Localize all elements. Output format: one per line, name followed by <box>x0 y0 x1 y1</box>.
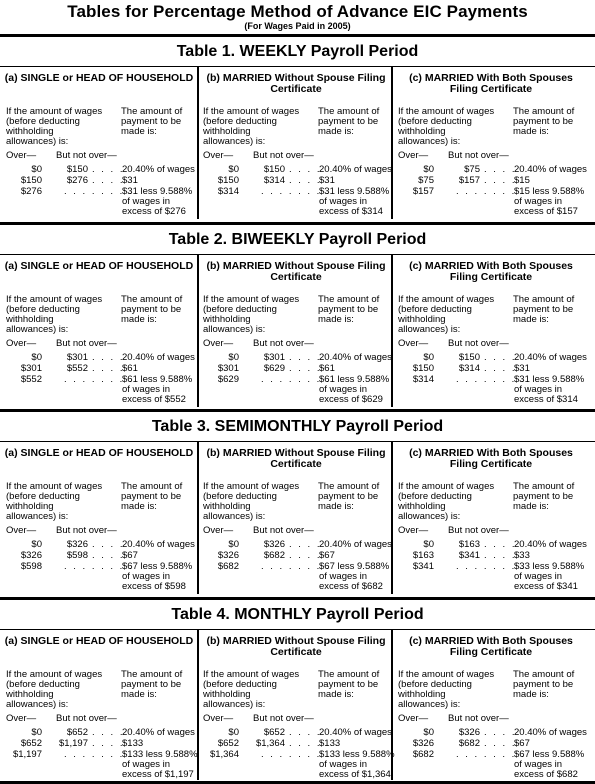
leader-dots: . . . . . . . . <box>261 561 331 572</box>
payment-amount: 20.40% of wages <box>122 352 195 363</box>
not-over-value: $326 <box>458 727 480 738</box>
payment-amount: $31 less 9.588% of wages in excess of $276 <box>122 186 193 217</box>
leader-dots: . . . . <box>289 539 322 550</box>
payment-amount: $133 <box>319 738 341 749</box>
table-column <box>201 448 391 594</box>
wages-condition-text: If the amount of wages (before deducting withholding allowances) is: <box>203 669 300 710</box>
over-value: $0 <box>423 164 434 175</box>
payment-amount: 20.40% of wages <box>514 352 587 363</box>
not-over-value: $341 <box>458 550 480 561</box>
payment-amount: $67 less 9.588% of wages in excess of $598 <box>122 561 193 592</box>
table-header-rule <box>0 441 595 442</box>
wages-condition-text: If the amount of wages (before deducting withholding allowances) is: <box>398 669 495 710</box>
leader-dots: . . . . . . . . <box>64 749 134 760</box>
not-over-label: But not over— <box>448 525 509 536</box>
leader-dots: . . . . <box>484 738 517 749</box>
leader-dots: . . . . <box>289 175 322 186</box>
payment-amount: 20.40% of wages <box>122 727 195 738</box>
payment-amount: $67 <box>122 550 138 561</box>
over-value: $0 <box>228 164 239 175</box>
over-value: $326 <box>412 738 434 749</box>
over-label: Over— <box>398 713 429 724</box>
payment-amount-text: The amount of payment to be made is: <box>121 481 183 512</box>
not-over-value: $301 <box>263 352 285 363</box>
over-value: $0 <box>423 727 434 738</box>
not-over-value: $652 <box>263 727 285 738</box>
over-value: $682 <box>217 561 239 572</box>
over-value: $157 <box>412 186 434 197</box>
payment-amount: $133 less 9.588% of wages in excess of $1,197 <box>122 749 198 780</box>
over-label: Over— <box>6 338 37 349</box>
table-column <box>201 73 391 219</box>
not-over-value: $1,197 <box>58 738 88 749</box>
document-subtitle: (For Wages Paid in 2005) <box>244 21 351 31</box>
column-heading: (a) SINGLE or HEAD OF HOUSEHOLD <box>4 447 194 459</box>
payment-amount: $31 <box>319 175 335 186</box>
table-column <box>4 635 198 782</box>
payment-amount: $133 less 9.588% of wages in excess of $1,364 <box>319 749 395 780</box>
over-value: $1,364 <box>209 749 239 760</box>
not-over-value: $629 <box>263 363 285 374</box>
not-over-label: But not over— <box>56 150 117 161</box>
leader-dots: . . . . <box>484 727 517 738</box>
not-over-value: $682 <box>458 738 480 749</box>
payment-amount: $31 <box>122 175 138 186</box>
leader-dots: . . . . <box>92 727 125 738</box>
payment-amount: $31 less 9.588% of wages in excess of $314 <box>514 374 585 405</box>
over-value: $1,197 <box>12 749 42 760</box>
over-label: Over— <box>6 150 37 161</box>
payment-amount: $15 <box>514 175 530 186</box>
not-over-value: $276 <box>66 175 88 186</box>
column-heading: (c) MARRIED With Both Spouses Filing Certificate <box>409 635 573 658</box>
leader-dots: . . . . . . . . <box>456 186 526 197</box>
payment-amount-text: The amount of payment to be made is: <box>318 294 380 325</box>
document-title: Tables for Percentage Method of Advance EIC Payments <box>67 2 528 21</box>
table-column <box>396 73 586 219</box>
wages-condition-text: If the amount of wages (before deducting withholding allowances) is: <box>6 481 103 522</box>
payment-amount: $31 less 9.588% of wages in excess of $314 <box>319 186 390 217</box>
leader-dots: . . . . <box>289 550 322 561</box>
not-over-value: $314 <box>263 175 285 186</box>
over-value: $629 <box>217 374 239 385</box>
over-value: $150 <box>20 175 42 186</box>
payment-amount-text: The amount of payment to be made is: <box>121 669 183 700</box>
over-value: $598 <box>20 561 42 572</box>
table-title: Table 4. MONTHLY Payroll Period <box>171 606 424 623</box>
not-over-value: $652 <box>66 727 88 738</box>
table-column <box>201 261 391 407</box>
not-over-value: $682 <box>263 550 285 561</box>
column-heading: (c) MARRIED With Both Spouses Filing Certificate <box>409 447 573 470</box>
leader-dots: . . . . . . . . <box>261 374 331 385</box>
over-value: $0 <box>31 539 42 550</box>
leader-dots: . . . . <box>484 164 517 175</box>
not-over-value: $157 <box>458 175 480 186</box>
payment-amount: $31 <box>514 363 530 374</box>
over-value: $150 <box>217 175 239 186</box>
payment-amount-text: The amount of payment to be made is: <box>318 481 380 512</box>
table-top-rule <box>0 34 595 37</box>
over-value: $0 <box>423 352 434 363</box>
payment-amount-text: The amount of payment to be made is: <box>513 669 575 700</box>
leader-dots: . . . . <box>92 164 125 175</box>
leader-dots: . . . . <box>92 352 125 363</box>
not-over-label: But not over— <box>56 713 117 724</box>
column-heading: (b) MARRIED Without Spouse Filing Certificate <box>206 447 386 470</box>
over-value: $0 <box>228 727 239 738</box>
leader-dots: . . . . <box>92 363 125 374</box>
table-header-rule <box>0 629 595 630</box>
table-column <box>4 73 194 219</box>
over-value: $314 <box>217 186 239 197</box>
column-heading: (a) SINGLE or HEAD OF HOUSEHOLD <box>4 260 194 272</box>
not-over-label: But not over— <box>448 150 509 161</box>
leader-dots: . . . . <box>484 539 517 550</box>
table-header-rule <box>0 66 595 67</box>
over-value: $75 <box>418 175 434 186</box>
table-top-rule <box>0 222 595 225</box>
table-title: Table 1. WEEKLY Payroll Period <box>176 43 419 60</box>
payment-amount: 20.40% of wages <box>319 539 392 550</box>
wages-condition-text: If the amount of wages (before deducting withholding allowances) is: <box>398 106 495 147</box>
wages-condition-text: If the amount of wages (before deducting withholding allowances) is: <box>6 106 103 147</box>
over-value: $0 <box>31 164 42 175</box>
not-over-label: But not over— <box>253 713 314 724</box>
payment-amount: 20.40% of wages <box>122 164 195 175</box>
not-over-value: $598 <box>66 550 88 561</box>
wages-condition-text: If the amount of wages (before deducting withholding allowances) is: <box>203 294 300 335</box>
not-over-label: But not over— <box>448 338 509 349</box>
leader-dots: . . . . <box>484 363 517 374</box>
wages-condition-text: If the amount of wages (before deducting withholding allowances) is: <box>398 481 495 522</box>
table-header-rule <box>0 254 595 255</box>
not-over-value: $163 <box>458 539 480 550</box>
payment-amount-text: The amount of payment to be made is: <box>513 481 575 512</box>
table-top-rule <box>0 597 595 600</box>
over-label: Over— <box>398 150 429 161</box>
leader-dots: . . . . <box>484 352 517 363</box>
payment-amount: 20.40% of wages <box>514 539 587 550</box>
over-value: $0 <box>31 727 42 738</box>
leader-dots: . . . . . . . . <box>456 749 526 760</box>
wages-condition-text: If the amount of wages (before deducting withholding allowances) is: <box>6 669 103 710</box>
payment-amount-text: The amount of payment to be made is: <box>513 106 575 137</box>
payment-amount: $33 <box>514 550 530 561</box>
payment-amount: $61 <box>319 363 335 374</box>
over-value: $0 <box>31 352 42 363</box>
payment-amount: $33 less 9.588% of wages in excess of $341 <box>514 561 585 592</box>
leader-dots: . . . . <box>92 539 125 550</box>
column-heading: (a) SINGLE or HEAD OF HOUSEHOLD <box>4 635 194 647</box>
not-over-value: $326 <box>263 539 285 550</box>
payment-amount: $61 <box>122 363 138 374</box>
payment-amount: 20.40% of wages <box>319 727 392 738</box>
leader-dots: . . . . . . . . <box>261 186 331 197</box>
over-label: Over— <box>6 525 37 536</box>
over-label: Over— <box>6 713 37 724</box>
over-label: Over— <box>203 713 234 724</box>
over-value: $0 <box>423 539 434 550</box>
payment-amount: $67 <box>514 738 530 749</box>
over-value: $341 <box>412 561 434 572</box>
column-heading: (b) MARRIED Without Spouse Filing Certificate <box>206 635 386 658</box>
not-over-label: But not over— <box>253 525 314 536</box>
over-value: $326 <box>20 550 42 561</box>
over-value: $150 <box>412 363 434 374</box>
not-over-label: But not over— <box>56 525 117 536</box>
payment-amount-text: The amount of payment to be made is: <box>318 106 380 137</box>
over-label: Over— <box>203 338 234 349</box>
table-column <box>4 261 194 407</box>
not-over-value: $75 <box>464 164 480 175</box>
payment-amount-text: The amount of payment to be made is: <box>121 106 183 137</box>
wages-condition-text: If the amount of wages (before deducting withholding allowances) is: <box>6 294 103 335</box>
not-over-label: But not over— <box>56 338 117 349</box>
over-label: Over— <box>398 525 429 536</box>
column-heading: (a) SINGLE or HEAD OF HOUSEHOLD <box>4 72 194 84</box>
payment-amount-text: The amount of payment to be made is: <box>513 294 575 325</box>
over-value: $552 <box>20 374 42 385</box>
leader-dots: . . . . <box>484 175 517 186</box>
payment-amount: 20.40% of wages <box>514 164 587 175</box>
table-column <box>396 448 586 594</box>
leader-dots: . . . . <box>484 550 517 561</box>
not-over-value: $552 <box>66 363 88 374</box>
table-title: Table 3. SEMIMONTHLY Payroll Period <box>151 418 444 435</box>
column-heading: (b) MARRIED Without Spouse Filing Certificate <box>206 260 386 283</box>
leader-dots: . . . . <box>92 738 125 749</box>
leader-dots: . . . . <box>289 164 322 175</box>
wages-condition-text: If the amount of wages (before deducting withholding allowances) is: <box>203 106 300 147</box>
over-value: $652 <box>217 738 239 749</box>
table-top-rule <box>0 409 595 412</box>
leader-dots: . . . . . . . . <box>456 374 526 385</box>
leader-dots: . . . . <box>92 550 125 561</box>
payment-amount-text: The amount of payment to be made is: <box>121 294 183 325</box>
not-over-value: $150 <box>66 164 88 175</box>
over-value: $301 <box>20 363 42 374</box>
not-over-value: $314 <box>458 363 480 374</box>
over-value: $652 <box>20 738 42 749</box>
over-label: Over— <box>398 338 429 349</box>
not-over-label: But not over— <box>253 150 314 161</box>
over-value: $163 <box>412 550 434 561</box>
payment-amount: 20.40% of wages <box>122 539 195 550</box>
payment-amount: $61 less 9.588% of wages in excess of $552 <box>122 374 193 405</box>
over-value: $276 <box>20 186 42 197</box>
over-value: $326 <box>217 550 239 561</box>
not-over-label: But not over— <box>448 713 509 724</box>
not-over-value: $150 <box>263 164 285 175</box>
leader-dots: . . . . . . . . <box>64 186 134 197</box>
leader-dots: . . . . . . . . <box>261 749 331 760</box>
leader-dots: . . . . <box>289 738 322 749</box>
over-label: Over— <box>203 150 234 161</box>
table-column <box>4 448 194 594</box>
payment-amount: $15 less 9.588% of wages in excess of $157 <box>514 186 585 217</box>
table-title: Table 2. BIWEEKLY Payroll Period <box>168 231 427 248</box>
over-value: $314 <box>412 374 434 385</box>
payment-amount: $67 less 9.588% of wages in excess of $682 <box>319 561 390 592</box>
table-column <box>396 261 586 407</box>
over-value: $301 <box>217 363 239 374</box>
column-heading: (b) MARRIED Without Spouse Filing Certificate <box>206 72 386 95</box>
column-heading: (c) MARRIED With Both Spouses Filing Certificate <box>409 260 573 283</box>
payment-amount: 20.40% of wages <box>319 352 392 363</box>
leader-dots: . . . . . . . . <box>64 561 134 572</box>
leader-dots: . . . . . . . . <box>64 374 134 385</box>
leader-dots: . . . . . . . . <box>456 561 526 572</box>
payment-amount: 20.40% of wages <box>514 727 587 738</box>
leader-dots: . . . . <box>289 363 322 374</box>
leader-dots: . . . . <box>92 175 125 186</box>
column-heading: (c) MARRIED With Both Spouses Filing Certificate <box>409 72 573 95</box>
not-over-label: But not over— <box>253 338 314 349</box>
over-value: $0 <box>228 539 239 550</box>
over-value: $0 <box>228 352 239 363</box>
table-column <box>396 636 586 782</box>
not-over-value: $1,364 <box>255 738 285 749</box>
payment-amount: $61 less 9.588% of wages in excess of $629 <box>319 374 390 405</box>
not-over-value: $150 <box>458 352 480 363</box>
payment-amount: $67 <box>319 550 335 561</box>
leader-dots: . . . . <box>289 727 322 738</box>
payment-amount: $133 <box>122 738 144 749</box>
payment-amount-text: The amount of payment to be made is: <box>318 669 380 700</box>
over-value: $682 <box>412 749 434 760</box>
payment-amount: 20.40% of wages <box>319 164 392 175</box>
table-column <box>201 635 395 782</box>
over-label: Over— <box>203 525 234 536</box>
payment-amount: $67 less 9.588% of wages in excess of $682 <box>514 749 585 780</box>
leader-dots: . . . . <box>289 352 322 363</box>
not-over-value: $326 <box>66 539 88 550</box>
not-over-value: $301 <box>66 352 88 363</box>
wages-condition-text: If the amount of wages (before deducting withholding allowances) is: <box>203 481 300 522</box>
wages-condition-text: If the amount of wages (before deducting withholding allowances) is: <box>398 294 495 335</box>
